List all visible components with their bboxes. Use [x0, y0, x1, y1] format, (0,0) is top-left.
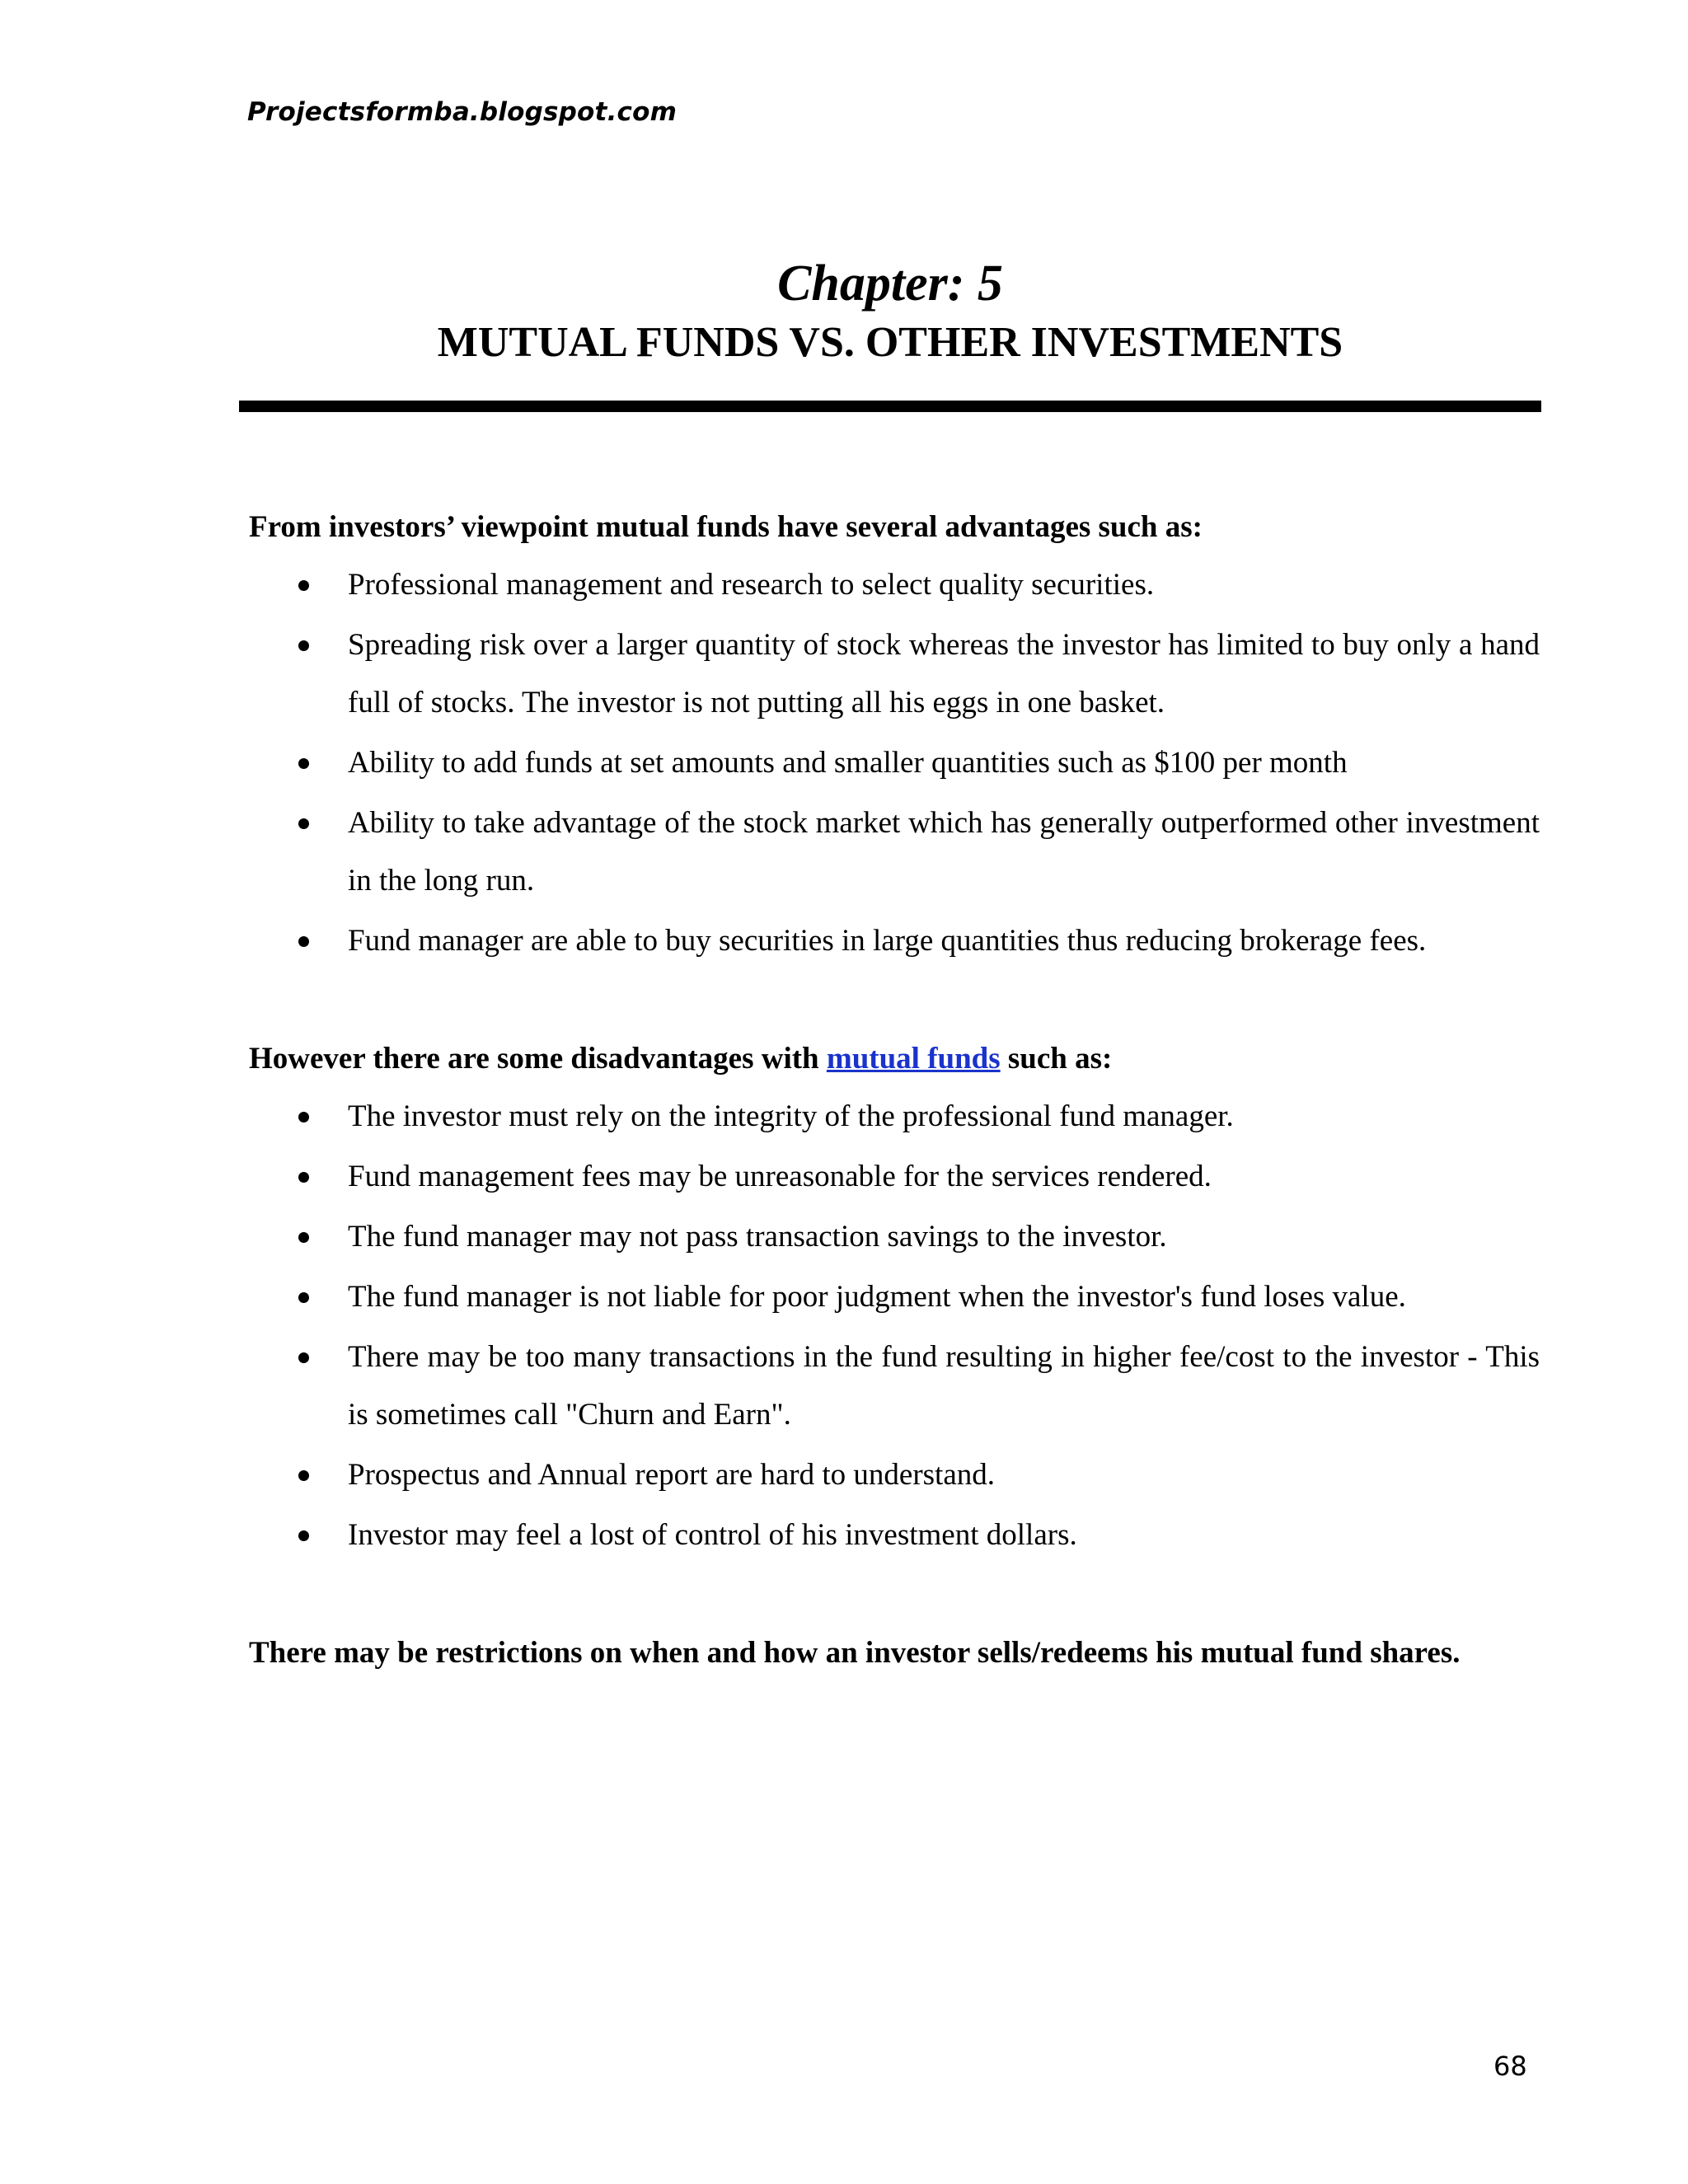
- list-item: [249, 734, 1540, 792]
- body-content: [249, 499, 1540, 1682]
- bullet-icon: [298, 580, 309, 591]
- disadvantages-heading-suffix: such as:: [1000, 1042, 1113, 1076]
- list-item: [249, 912, 1540, 970]
- list-item-text: Investor may feel a lost of control of his investment dollars.: [348, 1518, 1077, 1552]
- list-item: [249, 1446, 1540, 1504]
- section-gap: [249, 1567, 1540, 1624]
- chapter-subtitle: MUTUAL FUNDS VS. OTHER INVESTMENTS: [437, 319, 1343, 366]
- list-item-text: Ability to add funds at set amounts and smaller quantities such as $100 per month: [348, 746, 1348, 780]
- list-item-text: The fund manager is not liable for poor judgment when the investor's fund loses value.: [348, 1280, 1406, 1314]
- list-item-text: Professional management and research to select quality securities.: [348, 568, 1155, 602]
- bullet-icon: [298, 936, 309, 947]
- list-item: [249, 1507, 1540, 1564]
- list-item-text: Prospectus and Annual report are hard to understand.: [348, 1458, 996, 1492]
- header-site-name: Projectsformba.blogspot.com: [247, 97, 678, 127]
- bullet-icon: [298, 1172, 309, 1183]
- section-gap: [249, 972, 1540, 1030]
- bullet-icon: [298, 1232, 309, 1243]
- mutual-funds-link[interactable]: mutual funds: [826, 1042, 1001, 1076]
- restrictions-paragraph: There may be restrictions on when and how an investor sells/redeems his mutual fund shares.: [249, 1636, 1461, 1670]
- list-item: [249, 1268, 1540, 1326]
- list-item-text: Spreading risk over a larger quantity of stock whereas the investor has limited to buy only a hand full of stocks. The investor is not putting all his eggs in one basket.: [348, 628, 1540, 719]
- list-item: [249, 616, 1540, 732]
- list-item-text: Fund manager are able to buy securities in large quantities thus reducing brokerage fees.: [348, 924, 1427, 958]
- disadvantages-list: [249, 1088, 1540, 1564]
- page-number: 68: [1493, 2050, 1527, 2082]
- list-item-text: There may be too many transactions in the fund resulting in higher fee/cost to the investor - This is sometimes call "Churn and Earn".: [348, 1340, 1540, 1432]
- list-item: [249, 1148, 1540, 1206]
- list-item-text: The investor must rely on the integrity of the professional fund manager.: [348, 1099, 1234, 1133]
- advantages-list: [249, 556, 1540, 970]
- list-item: [249, 794, 1540, 910]
- chapter-title: Chapter: 5: [777, 255, 1003, 312]
- bullet-icon: [298, 1352, 309, 1363]
- list-item: [249, 1329, 1540, 1444]
- list-item-text: The fund manager may not pass transaction savings to the investor.: [348, 1220, 1167, 1254]
- list-item-text: Ability to take advantage of the stock market which has generally outperformed other investment in the long run.: [348, 806, 1540, 898]
- advantages-heading: From investors’ viewpoint mutual funds have several advantages such as:: [249, 510, 1203, 544]
- heading-divider: [239, 401, 1541, 412]
- bullet-icon: [298, 1530, 309, 1541]
- list-item: [249, 1208, 1540, 1266]
- list-item: [249, 556, 1540, 614]
- bullet-icon: [298, 1470, 309, 1481]
- bullet-icon: [298, 1112, 309, 1122]
- list-item-text: Fund management fees may be unreasonable for the services rendered.: [348, 1160, 1212, 1193]
- disadvantages-heading-prefix: However there are some disadvantages with: [249, 1042, 827, 1076]
- bullet-icon: [298, 1292, 309, 1303]
- disadvantages-heading: [249, 1030, 1540, 1088]
- list-item: [249, 1088, 1540, 1146]
- bullet-icon: [298, 640, 309, 651]
- bullet-icon: [298, 818, 309, 829]
- chapter-heading: [239, 251, 1541, 370]
- bullet-icon: [298, 758, 309, 769]
